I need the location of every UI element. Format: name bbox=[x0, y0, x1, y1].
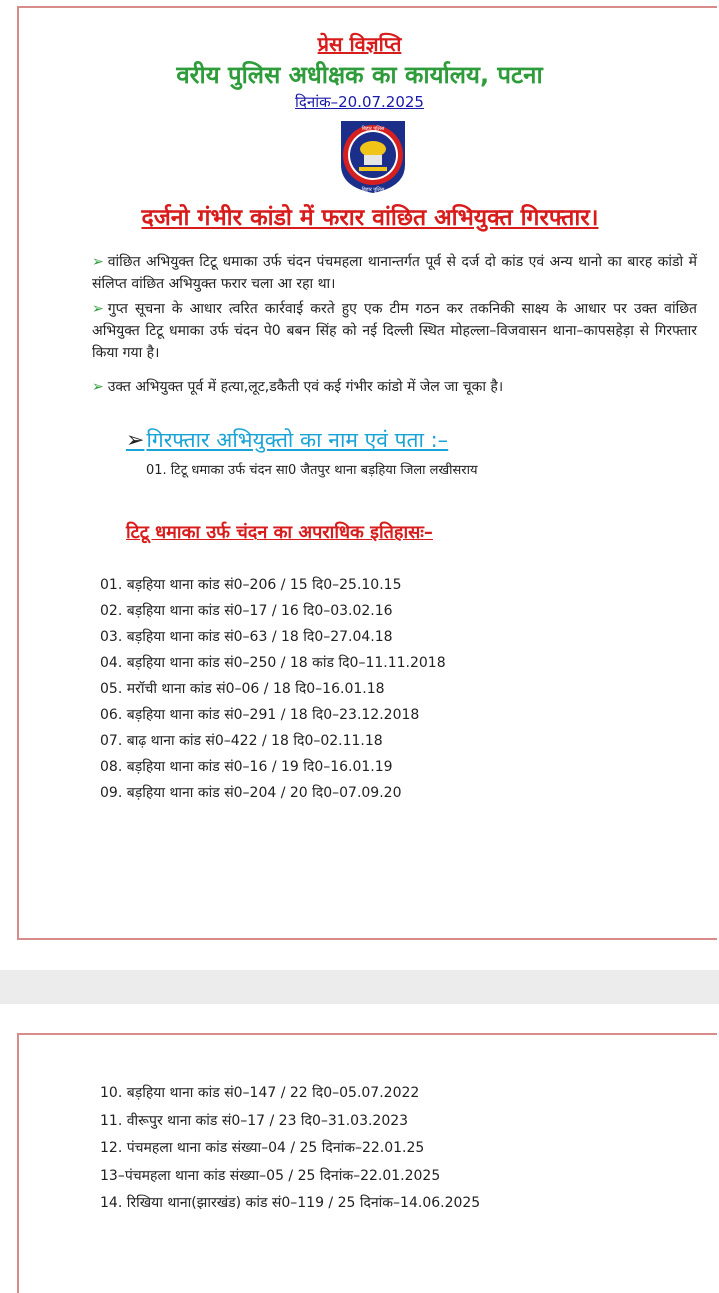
logo-bottom-text: बिहार पुलिस bbox=[361, 187, 385, 193]
case-item: 11. वीरूपुर थाना कांड सं0–17 / 23 दि0–31.03.2023 bbox=[100, 1112, 409, 1129]
case-item: 09. बड़हिया थाना कांड सं0–204 / 20 दि0–07.09.20 bbox=[100, 785, 402, 801]
arrested-heading: ➢गिरफ्तार अभियुक्तो का नाम एवं पता :– bbox=[126, 428, 449, 453]
case-item: 07. बाढ़ थाना कांड सं0–422 / 18 दि0–02.11.18 bbox=[100, 733, 383, 749]
paragraph-1: ➢ वांछित अभियुक्त टिटू धमाका उर्फ चंदन पंचमहला थानान्तर्गत पूर्व से दर्ज दो कांड एवं अन्य थानो का बारह कांडो में संलिप्त वांछित अभियुक्त फरार चला आ रहा था। bbox=[92, 254, 697, 292]
case-item: 10. बड़हिया थाना कांड सं0–147 / 22 दि0–05.07.2022 bbox=[100, 1085, 420, 1101]
office-name: वरीय पुलिस अधीक्षक का कार्यालय, पटना bbox=[176, 61, 543, 89]
paragraph-3: ➢ उक्त अभियुक्त पूर्व में हत्या,लूट,डकैती एवं कई गंभीर कांडो में जेल जा चूका है। bbox=[92, 379, 504, 395]
bihar-police-emblem-icon bbox=[331, 113, 415, 197]
release-date: दिनांक–20.07.2025 bbox=[295, 93, 424, 111]
case-item: 02. बड़हिया थाना कांड सं0–17 / 16 दि0–03.02.16 bbox=[100, 603, 393, 619]
case-item: 05. मरॉची थाना कांड सं0–06 / 18 दि0–16.01.18 bbox=[100, 681, 385, 697]
arrested-entry: 01. टिटू धमाका उर्फ चंदन सा0 जैतपुर थाना बड़हिया जिला लखीसराय bbox=[146, 463, 478, 478]
page-separator bbox=[0, 970, 719, 1004]
headline: दर्जनो गंभीर कांडो में फरार वांछित अभियुक्त गिरफ्तार। bbox=[141, 205, 599, 231]
criminal-history-heading: टिटू धमाका उर्फ चंदन का अपराधिक इतिहासः– bbox=[126, 522, 433, 543]
case-list-page-2 bbox=[100, 1080, 480, 1218]
arrow-bullet-icon: ➢ bbox=[92, 301, 104, 317]
case-item: 01. बड़हिया थाना कांड सं0–206 / 15 दि0–25.10.15 bbox=[100, 577, 402, 593]
arrow-bullet-icon: ➢ bbox=[92, 379, 104, 395]
press-release-title: प्रेस विज्ञप्ति bbox=[317, 32, 402, 56]
case-item: 08. बड़हिया थाना कांड सं0–16 / 19 दि0–16.01.19 bbox=[100, 759, 393, 775]
case-item: 12. पंचमहला थाना कांड संख्या–04 / 25 दिनांक–22.01.25 bbox=[100, 1140, 425, 1156]
case-list-page-1 bbox=[100, 572, 446, 806]
arrow-bullet-icon: ➢ bbox=[126, 428, 145, 453]
case-item: 13–पंचमहला थाना कांड संख्या–05 / 25 दिनांक–22.01.2025 bbox=[100, 1167, 441, 1184]
case-item: 14. रिखिया थाना(झारखंड) कांड सं0–119 / 25 दिनांक–14.06.2025 bbox=[100, 1195, 481, 1211]
case-item: 03. बड़हिया थाना कांड सं0–63 / 18 दि0–27.04.18 bbox=[100, 629, 393, 645]
case-item: 06. बड़हिया थाना कांड सं0–291 / 18 दि0–23.12.2018 bbox=[100, 707, 420, 723]
paragraph-2: ➢ गुप्त सूचना के आधार त्वरित कार्रवाई करते हुए एक टीम गठन कर तकनिकी साक्ष्य के आधार पर उक्त वांछित अभियुक्त टिटू धमाका उर्फ चंदन पे0 बबन सिंह को नई दिल्ली स्थित मोहल्ला–विजवासन थाना–कापसहेड़ा से गिरफ्तार किया गया है। bbox=[92, 301, 697, 361]
case-item: 04. बड़हिया थाना कांड सं0–250 / 18 कांड दि0–11.11.2018 bbox=[100, 655, 446, 671]
logo-top-text: बिहार पुलिस bbox=[361, 126, 385, 132]
arrow-bullet-icon: ➢ bbox=[92, 254, 104, 270]
